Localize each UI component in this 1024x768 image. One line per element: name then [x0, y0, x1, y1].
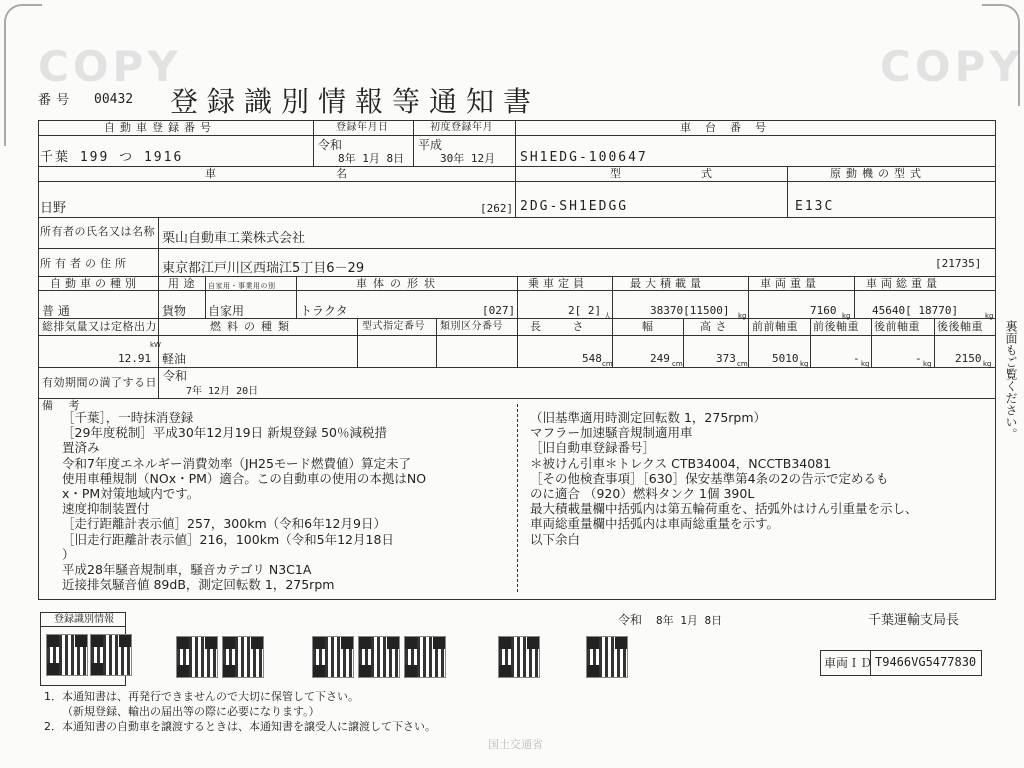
- height-unit: cm: [737, 360, 748, 368]
- ministry-stamp: 国土交通省: [488, 738, 543, 751]
- rf-axle-label: 後前軸重: [874, 320, 920, 333]
- copy-watermark-left: COPY: [38, 42, 182, 91]
- issue-date: 8年 1月 8日: [656, 614, 723, 627]
- gross-weight-value: 45640[ 18770]: [872, 304, 959, 317]
- width-unit: cm: [672, 360, 683, 368]
- height-value: 373: [716, 352, 736, 365]
- body-shape-code: [027]: [482, 304, 516, 317]
- qr-code-6: [358, 636, 400, 678]
- reg-number-label: 自動車登録番号: [104, 121, 216, 134]
- car-type-label: 型式: [610, 167, 792, 180]
- capacity-label: 乗車定員: [528, 277, 588, 290]
- car-name-label: 車名: [205, 167, 467, 180]
- remark-left-line: ［千葉］，一時抹消登録: [62, 410, 194, 425]
- owner-address-code: [21735]: [935, 257, 982, 270]
- height-label: 高 さ: [700, 320, 727, 333]
- engine-type-value: E13C: [795, 199, 835, 214]
- owner-address-value: 東京都江戸川区西瑞江5丁目6－29: [162, 261, 365, 276]
- remark-left-line: 速度抑制装置付: [62, 501, 150, 517]
- qr-code-9: [586, 636, 628, 678]
- private-value: 自家用: [208, 304, 245, 318]
- qr-code-8: [498, 636, 540, 678]
- car-type-code: [262]: [480, 202, 514, 215]
- owner-address-label: 所有者の住所: [40, 257, 130, 270]
- remark-left-line: 平成28年騒音規制車，騒音カテゴリ N3C1A: [62, 562, 312, 577]
- rf-axle-value: -: [915, 352, 922, 365]
- expiry-era: 令和: [163, 369, 188, 383]
- remark-left-line: ）: [62, 546, 75, 562]
- remark-left-line: ［29年度税制］平成30年12月19日 新規登録 50％減税措: [62, 425, 387, 441]
- qr-label: 登録識別情報: [54, 614, 114, 625]
- displacement-label: 総排気量又は定格出力: [42, 320, 157, 333]
- rr-axle-value: 2150: [955, 352, 982, 365]
- remark-right-line: のに適合 （920）燃料タンク 1個 390L: [530, 486, 755, 501]
- width-value: 249: [650, 352, 670, 365]
- fr-axle-unit: kg: [861, 360, 870, 368]
- car-type-value: 2DG-SH1EDGG: [520, 199, 629, 214]
- first-reg-value: 30年 12月: [440, 152, 496, 165]
- rr-axle-label: 後後軸重: [937, 320, 983, 333]
- expiry-label: 有効期間の満了する日: [42, 376, 157, 389]
- remark-left-line: ［走行距離計表示値］257，300km（令和6年12月9日）: [62, 516, 386, 532]
- max-load-label: 最大積載量: [630, 277, 705, 290]
- issue-era: 令和: [618, 613, 643, 627]
- gross-weight-unit: kg: [985, 312, 994, 320]
- vehicle-id-label: 車両ＩＤ: [824, 656, 873, 670]
- width-label: 幅: [642, 320, 654, 333]
- side-note: 裏面もご覧ください。: [1004, 320, 1018, 440]
- max-load-value: 38370[11500]: [650, 304, 730, 317]
- fr-axle-value: -: [853, 352, 860, 365]
- remarks-label: 備 考: [42, 399, 86, 412]
- expiry-date: 7年 12月 20日: [186, 386, 259, 397]
- category-label: 類別区分番号: [440, 321, 503, 332]
- rf-axle-unit: kg: [923, 360, 932, 368]
- qr-code-7: [404, 636, 446, 678]
- vehicle-weight-label: 車両重量: [760, 277, 820, 290]
- number-label: 番 号: [38, 93, 70, 108]
- first-reg-label: 初度登録年月: [430, 122, 493, 133]
- corner-ornament-left: [4, 4, 42, 146]
- body-shape-label: 車体の形状: [356, 277, 441, 290]
- car-name-value: 日野: [40, 201, 67, 216]
- reg-date-label: 登録年月日: [336, 122, 389, 133]
- copy-watermark-right: COPY: [880, 42, 1024, 91]
- capacity-unit: 人: [604, 312, 611, 320]
- footer-note-1: 1．本通知書は、再発行できませんので大切に保管して下さい。: [44, 690, 359, 703]
- number-value: 00432: [94, 92, 134, 107]
- remark-left-line: 置済み: [62, 440, 100, 456]
- fuel-value: 軽油: [162, 352, 187, 366]
- length-unit: cm: [602, 360, 613, 368]
- chassis-label: 車台番号: [680, 121, 780, 134]
- max-load-unit: kg: [738, 312, 747, 320]
- corner-ornament-right: [982, 4, 1020, 106]
- fuel-label: 燃料の種類: [210, 320, 295, 333]
- owner-name-label: 所有者の氏名又は名称: [40, 225, 155, 238]
- vehicle-weight-unit: kg: [842, 312, 851, 320]
- remark-right-line: 以下余白: [530, 531, 581, 547]
- page-title: 登録識別情報等通知書: [170, 85, 541, 118]
- remark-right-line: ［その他検査事項］［630］保安基準第4条の2の告示で定めるも: [530, 470, 889, 486]
- engine-type-label: 原動機の型式: [830, 167, 926, 180]
- ff-axle-value: 5010: [772, 352, 799, 365]
- gross-weight-label: 車両総重量: [866, 277, 941, 290]
- issuer: 千葉運輸支局長: [868, 613, 960, 628]
- owner-name-value: 栗山自動車工業株式会社: [162, 231, 306, 246]
- qr-code-1: [46, 634, 88, 676]
- remark-right-line: 最大積載量欄中括弧内は第五輪荷重を、括弧外はけん引重量を示し、: [530, 501, 918, 517]
- vehicle-kind-label: 自動車の種別: [50, 277, 140, 290]
- vehicle-id-value: T9466VG5477830: [875, 655, 977, 669]
- reg-number-value: 千葉 199 つ 1916: [40, 150, 184, 165]
- remark-right-line: 車両総重量欄中括弧内は車両総重量を示す。: [530, 516, 780, 532]
- footer-note-3: 2．本通知書の自動車を譲渡するときは、本通知書を譲受人に譲渡して下さい。: [44, 720, 436, 733]
- private-label: 自家用・事業用の別: [208, 282, 276, 290]
- use-value: 貨物: [162, 304, 187, 318]
- remark-left-line: 使用車種規制（NOx・PM）適合。この自動車の使用の本拠はNO: [62, 470, 427, 486]
- qr-code-3: [176, 636, 218, 678]
- remark-right-line: ［旧自動車登録番号］: [530, 440, 656, 456]
- displacement-unit: kW: [150, 341, 161, 349]
- capacity-value: 2[ 2]: [568, 304, 602, 317]
- remark-left-line: 近接排気騒音値 89dB，測定回転数 1，275rpm: [62, 577, 335, 593]
- remark-left-line: x・PM対策地域内です。: [62, 486, 200, 501]
- remark-right-line: ＊被けん引車＊トレクス CTB34004，NCCTB34081: [530, 455, 832, 471]
- remark-left-line: 令和7年度エネルギー消費効率（JH25モード燃費値）算定未了: [62, 455, 411, 471]
- qr-code-5: [312, 636, 354, 678]
- fr-axle-label: 前後軸重: [813, 320, 859, 333]
- remark-left-line: ［旧走行距離計表示値］216，100km（令和5年12月18日: [62, 531, 394, 547]
- rr-axle-unit: kg: [983, 360, 992, 368]
- length-label: 長 さ: [530, 320, 598, 333]
- vehicle-weight-value: 7160: [810, 304, 837, 317]
- first-reg-era: 平成: [418, 138, 443, 152]
- body-shape-value: トラクタ: [300, 304, 348, 318]
- remark-right-line: マフラー加速騒音規制適用車: [530, 425, 693, 441]
- remark-right-line: （旧基準適用時測定回転数 1，275rpm）: [530, 410, 767, 425]
- ff-axle-label: 前前軸重: [752, 320, 798, 333]
- length-value: 548: [582, 352, 602, 365]
- ff-axle-unit: kg: [800, 360, 809, 368]
- type-design-label: 型式指定番号: [362, 321, 425, 332]
- use-label: 用 途: [168, 277, 195, 290]
- reg-era: 令和: [318, 138, 343, 152]
- chassis-value: SH1EDG-100647: [520, 150, 648, 165]
- footer-note-2: （新規登録、輸出の届出等の際に必要になります。）: [62, 705, 320, 718]
- displacement-value: 12.91: [118, 352, 152, 365]
- reg-date-value: 8年 1月 8日: [338, 152, 405, 165]
- qr-code-4: [222, 636, 264, 678]
- qr-code-2: [90, 634, 132, 676]
- vehicle-kind-value: 普 通: [42, 304, 70, 318]
